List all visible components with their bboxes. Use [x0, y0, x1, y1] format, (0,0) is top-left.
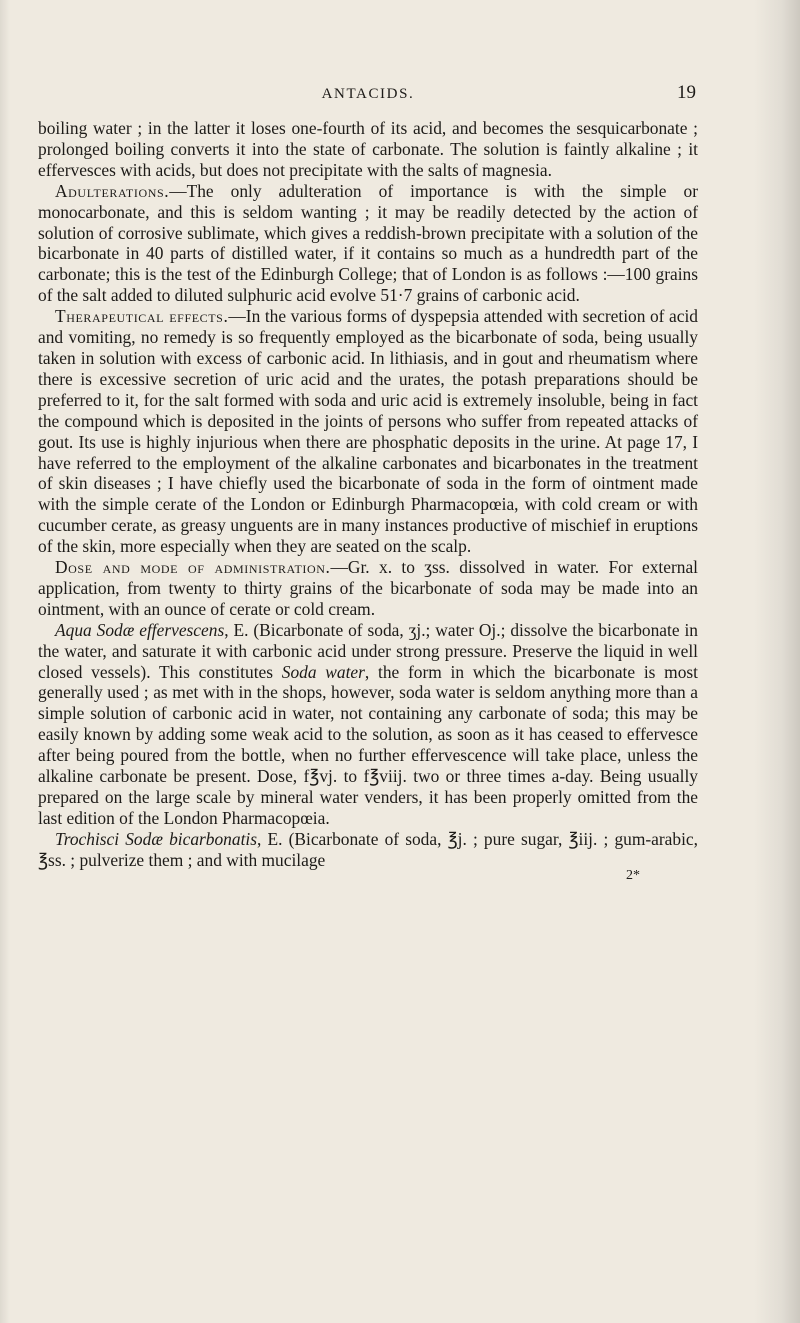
book-page	[38, 82, 699, 883]
paragraph-adulterations	[38, 181, 698, 306]
paragraph-solubility	[38, 118, 698, 181]
paragraph-trochisci	[38, 829, 698, 871]
paragraph-therapeutical-effects	[38, 306, 698, 557]
signature-mark: 2*	[626, 867, 640, 883]
paragraph-text: , the form in which the bicarbonate is most generally used ; as met with in the shops, however, soda water is seldom anything more than a simple solution of carbonic acid in water, not containing any carbonate of soda; this may be easily known by adding some weak acid to the solution, as soon as it has ceased to effervesce after being poured from the bottle, when no further effervescence will take place, unless the alkaline carbonate be present. Dose, f℥vj. to f℥viij. two or three times a-day. Being usually prepared on the large scale by mineral water venders, it has been properly omitted from the last edition of the London Pharmacopœia.	[38, 661, 698, 828]
term-soda-water: Soda water	[281, 661, 365, 682]
section-heading-adulterations: Adulterations.	[55, 180, 170, 201]
paragraph-aqua-sodae	[38, 620, 698, 829]
paragraph-text: —Gr. x. to ʒss. dissolved in water. For external application, from twenty to thirty grains of the bicarbonate of soda may be made into an ointment, with an ounce of cerate or cold cream.	[38, 557, 699, 619]
paragraph-text: —The only adulteration of importance is with the simple or monocarbonate, and this is seldom wanting ; it may be readily detected by the action of solution of corrosive sublimate, which gives a reddish-brown precipitate with a solution of the bicarbonate in 40 parts of distilled water, if it contains so much as a hundredth part of the carbonate; this is the test of the Edinburgh College; that of London is as follows :—100 grains of the salt added to diluted sulphuric acid evolve 51·7 grains of carbonic acid.	[38, 180, 698, 306]
paragraph-dose	[38, 557, 698, 620]
scan-shadow-right	[754, 0, 800, 1323]
section-heading-therapeutical-effects: Therapeutical effects.	[55, 306, 229, 327]
paragraph-text: , E. (Bicarbonate of soda, ʒj.; water Oj.; dissolve the bicarbonate in the water, and saturate it with carbonic acid under strong pressure. Preserve the liquid in well closed vessels). This constitutes	[38, 619, 698, 682]
paragraph-text: , E. (Bicarbonate of soda, ℥j. ; pure sugar, ℥iij. ; gum-arabic, ℥ss. ; pulverize them ; and with mucilage	[38, 828, 698, 870]
body-text	[38, 118, 698, 871]
preparation-title-trochisci: Trochisci Sodæ bicarbonatis	[55, 828, 257, 849]
scan-shadow-left	[0, 0, 10, 1323]
preparation-title-aqua-sodae: Aqua Sodæ effervescens	[55, 619, 225, 640]
page-header	[38, 82, 698, 112]
paragraph-text: —In the various forms of dyspepsia attended with secretion of acid and vomiting, no remedy is so frequently employed as the bicarbonate of soda, being usually taken in solution with excess of carbonic acid. In lithiasis, and in gout and rheumatism where there is excessive secretion of uric acid and the urates, the potash preparations should be preferred to it, for the salt formed with soda and uric acid is extremely insoluble, being in fact the compound which is deposited in the joints of persons who suffer from repeated attacks of gout. Its use is highly injurious when there are phosphatic deposits in the urine. At page 17, I have referred to the employment of the alkaline carbonates and bicarbonates in the treatment of skin diseases ; I have chiefly used the bicarbonate of soda in the form of ointment made with the simple cerate of the London or Edinburgh Pharmacopœia, with cold cream or with cucumber cerate, as greasy unguents are in many instances productive of mischief in eruptions of the skin, more especially when they are seated on the scalp.	[38, 306, 698, 557]
section-heading-dose: Dose and mode of administration.	[55, 557, 331, 578]
running-head: ANTACIDS.	[321, 86, 415, 102]
paragraph-text: boiling water ; in the latter it loses one-fourth of its acid, and becomes the sesquicarbonate ; prolonged boiling converts it into the state of carbonate. The solution is faintly alkaline ; it effervesces with acids, but does not precipitate with the salts of magnesia.	[38, 118, 698, 180]
page-number: 19	[677, 82, 696, 103]
